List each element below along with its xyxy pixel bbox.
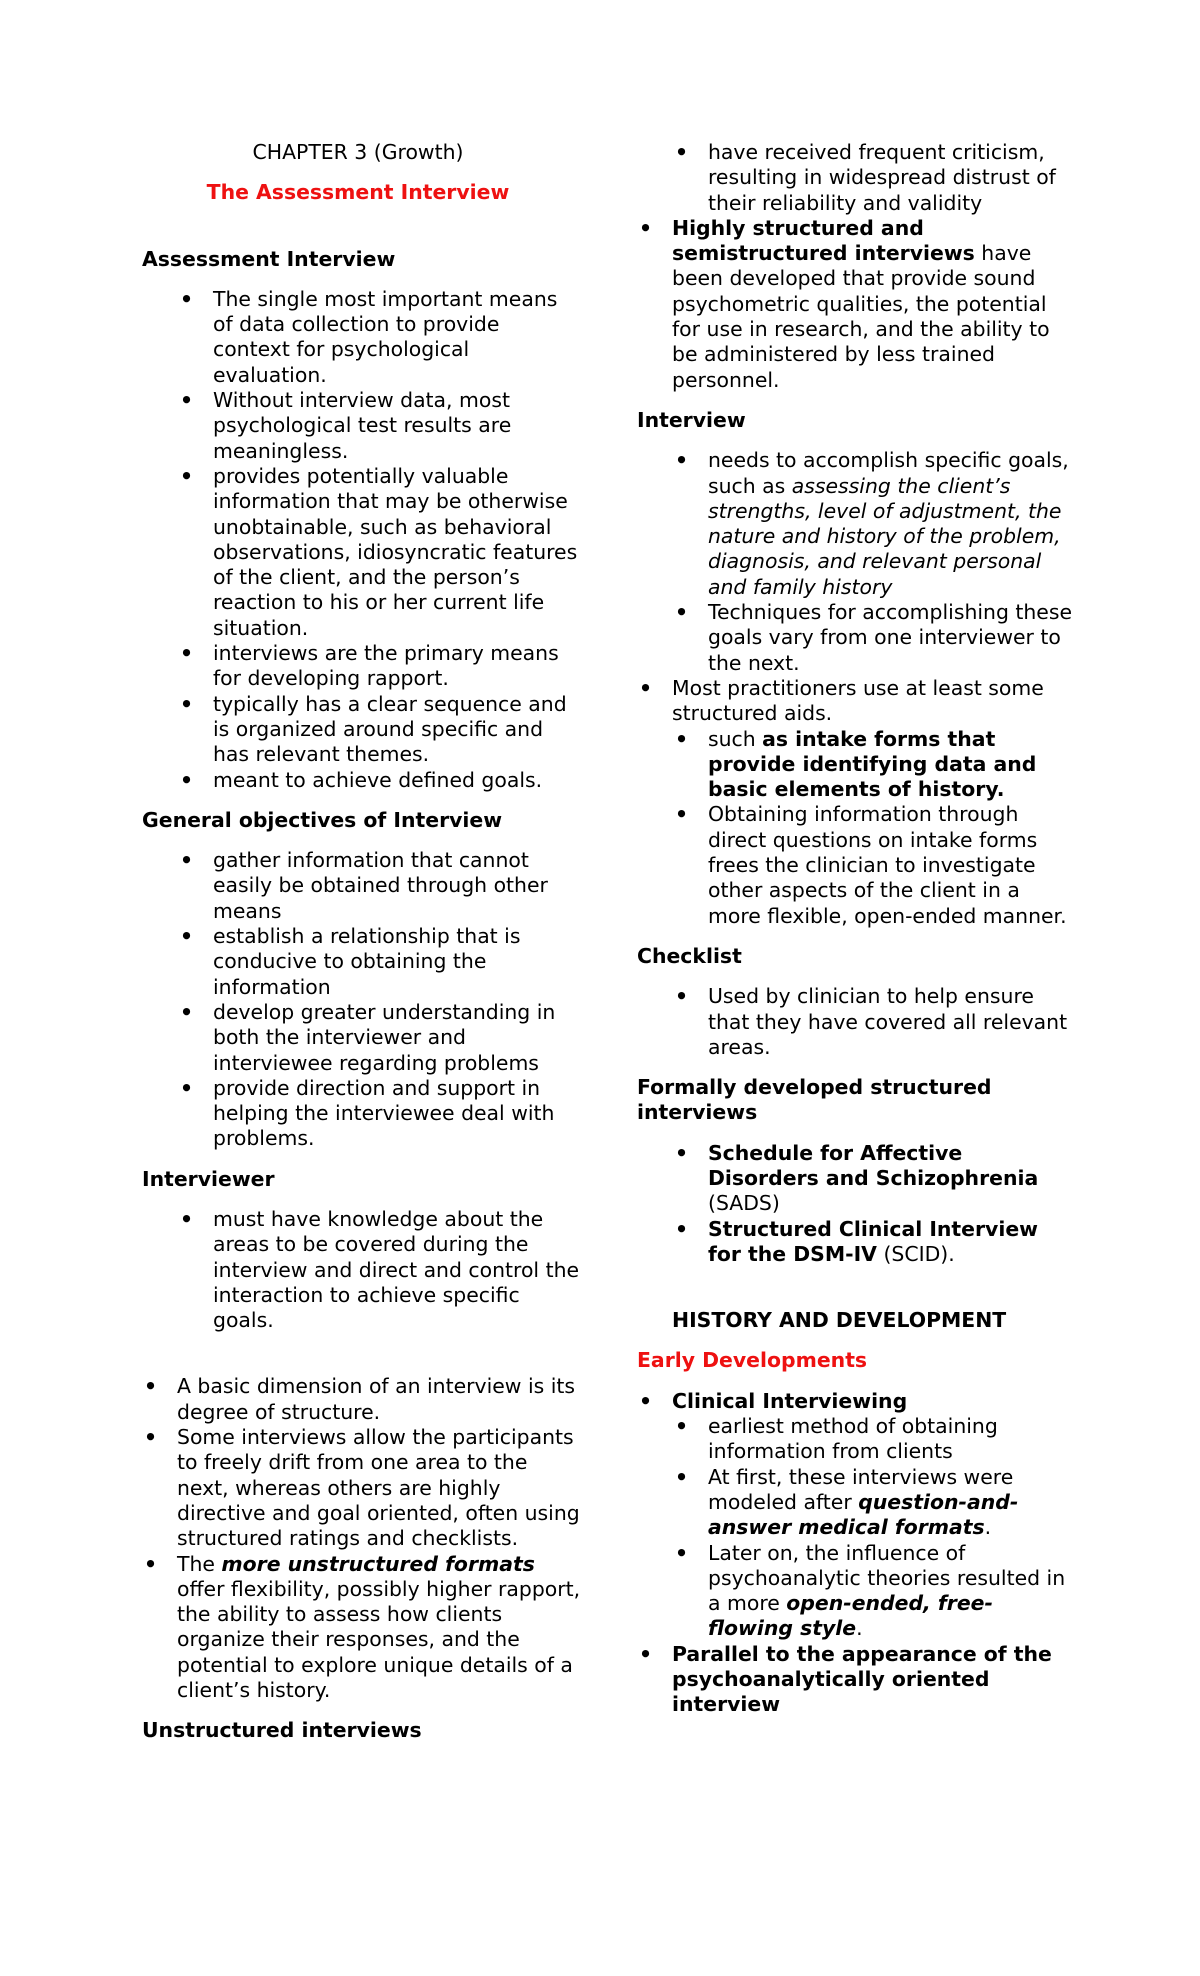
list-item: • meant to achieve defined goals.	[213, 768, 582, 793]
chapter-heading: CHAPTER 3 (Growth)	[252, 140, 464, 164]
heading-unstructured-interviews: Unstructured interviews	[142, 1718, 422, 1743]
list-item	[708, 727, 1077, 803]
heading-history-development: HISTORY AND DEVELOPMENT	[672, 1308, 1007, 1333]
list-item: • Used by clinician to help ensure that they have covered all relevant areas.	[708, 984, 1077, 1060]
list-item: • provide direction and support in helping the interviewee deal with problems.	[213, 1076, 582, 1152]
interviewer-list	[213, 1207, 582, 1333]
emphasis-text: Structured Clinical Interview for the DSM-IV	[708, 1216, 1039, 1266]
emphasis-text: more unstructured formats	[221, 1551, 535, 1576]
early-developments-list	[672, 1389, 1077, 1414]
list-item: • A basic dimension of an interview is its degree of structure.	[177, 1374, 582, 1425]
text-run: .	[856, 1616, 863, 1641]
list-item: • Obtaining information through direct questions on intake forms frees the clinician to investigate other aspects of the client in a more flexible, open-ended manner.	[708, 802, 1077, 928]
list-item: • must have knowledge about the areas to be covered during the interview and direct and control the interaction to achieve specific goals.	[213, 1207, 582, 1333]
heading-general-objectives: General objectives of Interview	[142, 807, 503, 832]
criticism-list	[708, 140, 1077, 216]
text-run: have been developed that provide sound psychometric qualities, the potential for use in research, and the ability to be administered by less trained personnel.	[672, 241, 1050, 392]
heading-formal-structured: Formally developed structured interviews	[637, 1075, 992, 1125]
list-item	[708, 448, 1077, 600]
heading-assessment-interview: Assessment Interview	[142, 246, 396, 271]
list-item	[177, 1552, 582, 1704]
heading-early-developments: Early Developments	[637, 1348, 868, 1373]
emphasis-text: open-ended, free-flowing style	[708, 1591, 993, 1641]
heading-interview: Interview	[637, 407, 746, 432]
list-item: • Techniques for accomplishing these goals vary from one interviewer to the next.	[708, 600, 1077, 676]
emphasis-text: as intake forms that provide identifying data and basic elements of history.	[708, 726, 1037, 802]
structured-list	[672, 216, 1077, 393]
structure-list	[177, 1374, 582, 1703]
list-item	[708, 1465, 1077, 1541]
intake-list	[708, 727, 1077, 929]
parallel-list	[672, 1642, 1077, 1718]
list-item: • Parallel to the appearance of the psychoanalytically oriented interview	[672, 1642, 1077, 1718]
emphasis-text: assessing the client’s strengths, level of adjustment, the nature and history of the problem, diagnosis, and relevant personal and family history	[708, 473, 1062, 599]
text-run: needs to accomplish specific goals, such as	[708, 448, 1069, 498]
text-run: The	[177, 1551, 222, 1576]
list-item: • gather information that cannot easily be obtained through other means	[213, 848, 582, 924]
emphasis-text: Highly structured and semistructured interviews	[672, 215, 975, 266]
list-item	[708, 1541, 1077, 1642]
emphasis-text: Schedule for Affective Disorders and Schizophrenia	[708, 1140, 1039, 1190]
interview-goals-list	[708, 448, 1077, 676]
emphasis-text: question-and-answer medical formats	[708, 1489, 1019, 1540]
list-item: • interviews are the primary means for developing rapport.	[213, 641, 582, 692]
list-item: • Clinical Interviewing	[672, 1389, 1077, 1414]
list-item: • typically has a clear sequence and is organized around specific and has relevant themes.	[213, 692, 582, 768]
clinical-interviewing-sublist	[708, 1414, 1077, 1642]
list-item: • establish a relationship that is conducive to obtaining the information	[213, 924, 582, 1000]
text-run: At first, these interviews were modeled after	[708, 1464, 1014, 1514]
objectives-list	[213, 848, 582, 1152]
list-item	[708, 1217, 1077, 1268]
assessment-interview-list	[213, 287, 582, 793]
text-run: (SADS)	[708, 1191, 780, 1216]
list-item	[672, 216, 1077, 393]
text-run: .	[984, 1515, 992, 1540]
heading-checklist: Checklist	[637, 943, 742, 968]
formal-interviews-list	[708, 1141, 1077, 1267]
heading-interviewer: Interviewer	[142, 1166, 275, 1191]
list-item: • develop greater understanding in both the interviewer and interviewee regarding problems	[213, 1000, 582, 1076]
right-column	[637, 140, 1077, 1718]
list-item: • The single most important means of data collection to provide context for psychological evaluation.	[213, 287, 582, 388]
document-title: The Assessment Interview	[206, 180, 510, 205]
list-item: • provides potentially valuable information that may be otherwise unobtainable, such as behavioral observations, idiosyncratic features of the client, and the person’s reaction to his or her current life situation.	[213, 464, 582, 641]
list-item: • earliest method of obtaining information from clients	[708, 1414, 1077, 1465]
text-run: such	[708, 726, 763, 751]
list-item: • Some interviews allow the participants to freely drift from one area to the next, whereas others are highly directive and goal oriented, often using structured ratings and checklists.	[177, 1425, 582, 1551]
list-item: • Without interview data, most psychological test results are meaningless.	[213, 388, 582, 464]
list-item: • have received frequent criticism, resulting in widespread distrust of their reliability and validity	[708, 140, 1077, 216]
list-item	[708, 1141, 1077, 1217]
left-column	[142, 140, 582, 1744]
list-item: • Most practitioners use at least some structured aids.	[672, 676, 1077, 727]
text-run: offer flexibility, possibly higher rapport, the ability to assess how clients organize their responses, and the potential to explore unique details of a client’s history.	[177, 1576, 581, 1703]
checklist-list	[708, 984, 1077, 1060]
text-run: Later on, the influence of psychoanalytic theories resulted in a more	[708, 1540, 1066, 1616]
text-run: (SCID).	[876, 1241, 955, 1266]
practitioners-list	[672, 676, 1077, 727]
